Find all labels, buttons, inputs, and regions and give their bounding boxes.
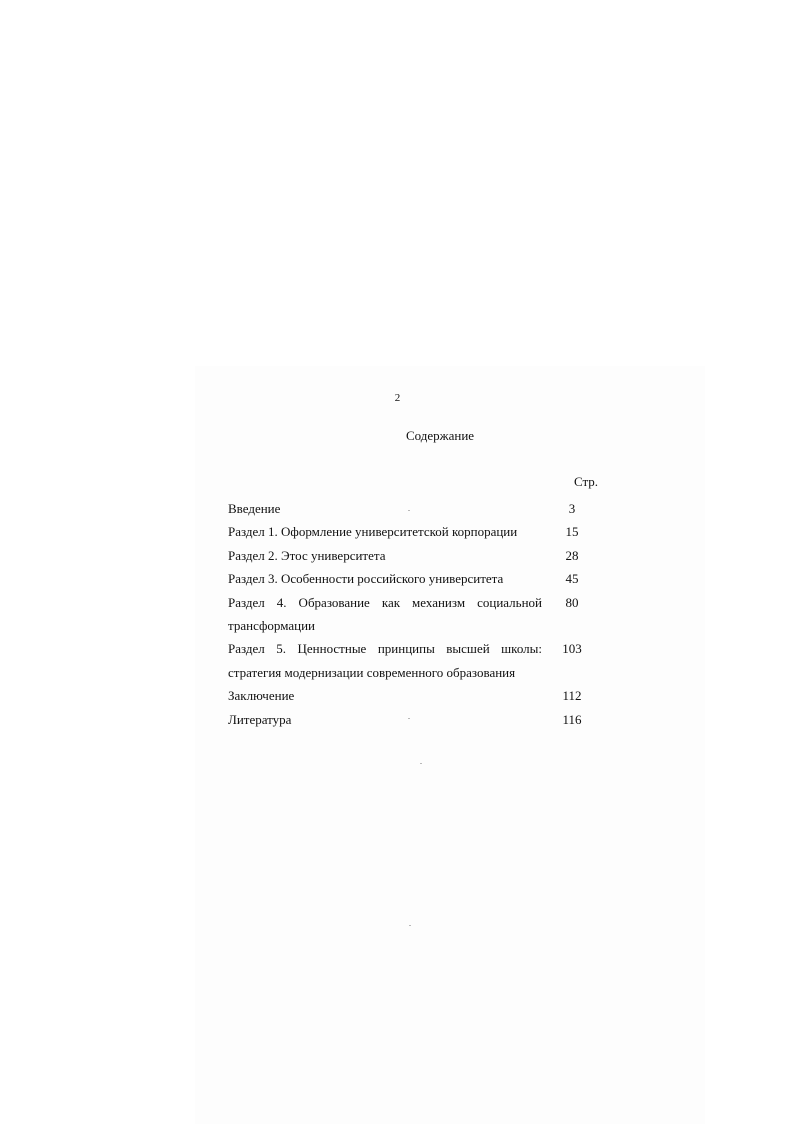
toc-entry-label: Раздел 4. Образование как механизм социальной трансформации <box>228 594 542 634</box>
toc-entry-section-4 <box>228 591 608 638</box>
page-column-header: Стр. <box>573 474 599 489</box>
toc-entry-section-5 <box>228 637 608 684</box>
table-of-contents-title: Содержание <box>405 428 475 443</box>
toc-entry-label: Введение <box>228 501 281 516</box>
toc-entry-page: 45 <box>565 571 579 587</box>
toc-entry-introduction <box>228 497 608 520</box>
page-number: 2 <box>394 392 401 404</box>
toc-entry-bibliography <box>228 708 608 731</box>
toc-entry-page: 80 <box>565 594 579 610</box>
toc-entry-page: 116 <box>562 711 582 727</box>
toc-entry-label: Раздел 5. Ценностные принципы высшей школы: стратегия модернизации современного образования <box>228 641 542 680</box>
toc-entry-page: 103 <box>562 641 582 657</box>
toc-entry-page: 112 <box>562 688 582 704</box>
scan-speck <box>408 718 410 719</box>
toc-entry-page: 3 <box>568 501 576 516</box>
toc-entry-section-1 <box>228 520 608 543</box>
toc-entry-page: 15 <box>565 524 579 540</box>
toc-entry-label: Раздел 1. Оформление университетской корпорации <box>228 524 518 540</box>
toc-entry-label: Раздел 3. Особенности российского университета <box>228 571 504 587</box>
toc-entry-label: Литература <box>228 711 292 727</box>
toc-entry-label: Раздел 2. Этос университета <box>228 547 386 563</box>
toc-entry-page: 28 <box>565 547 579 563</box>
toc-entry-conclusion <box>228 684 608 707</box>
table-of-contents <box>228 497 608 731</box>
scanned-page-area <box>195 366 705 1124</box>
scan-speck <box>409 925 411 926</box>
toc-entry-label: Заключение <box>228 688 295 704</box>
scan-speck <box>408 510 410 511</box>
scan-speck <box>420 763 422 764</box>
toc-entry-section-2 <box>228 544 608 567</box>
toc-entry-section-3 <box>228 567 608 590</box>
